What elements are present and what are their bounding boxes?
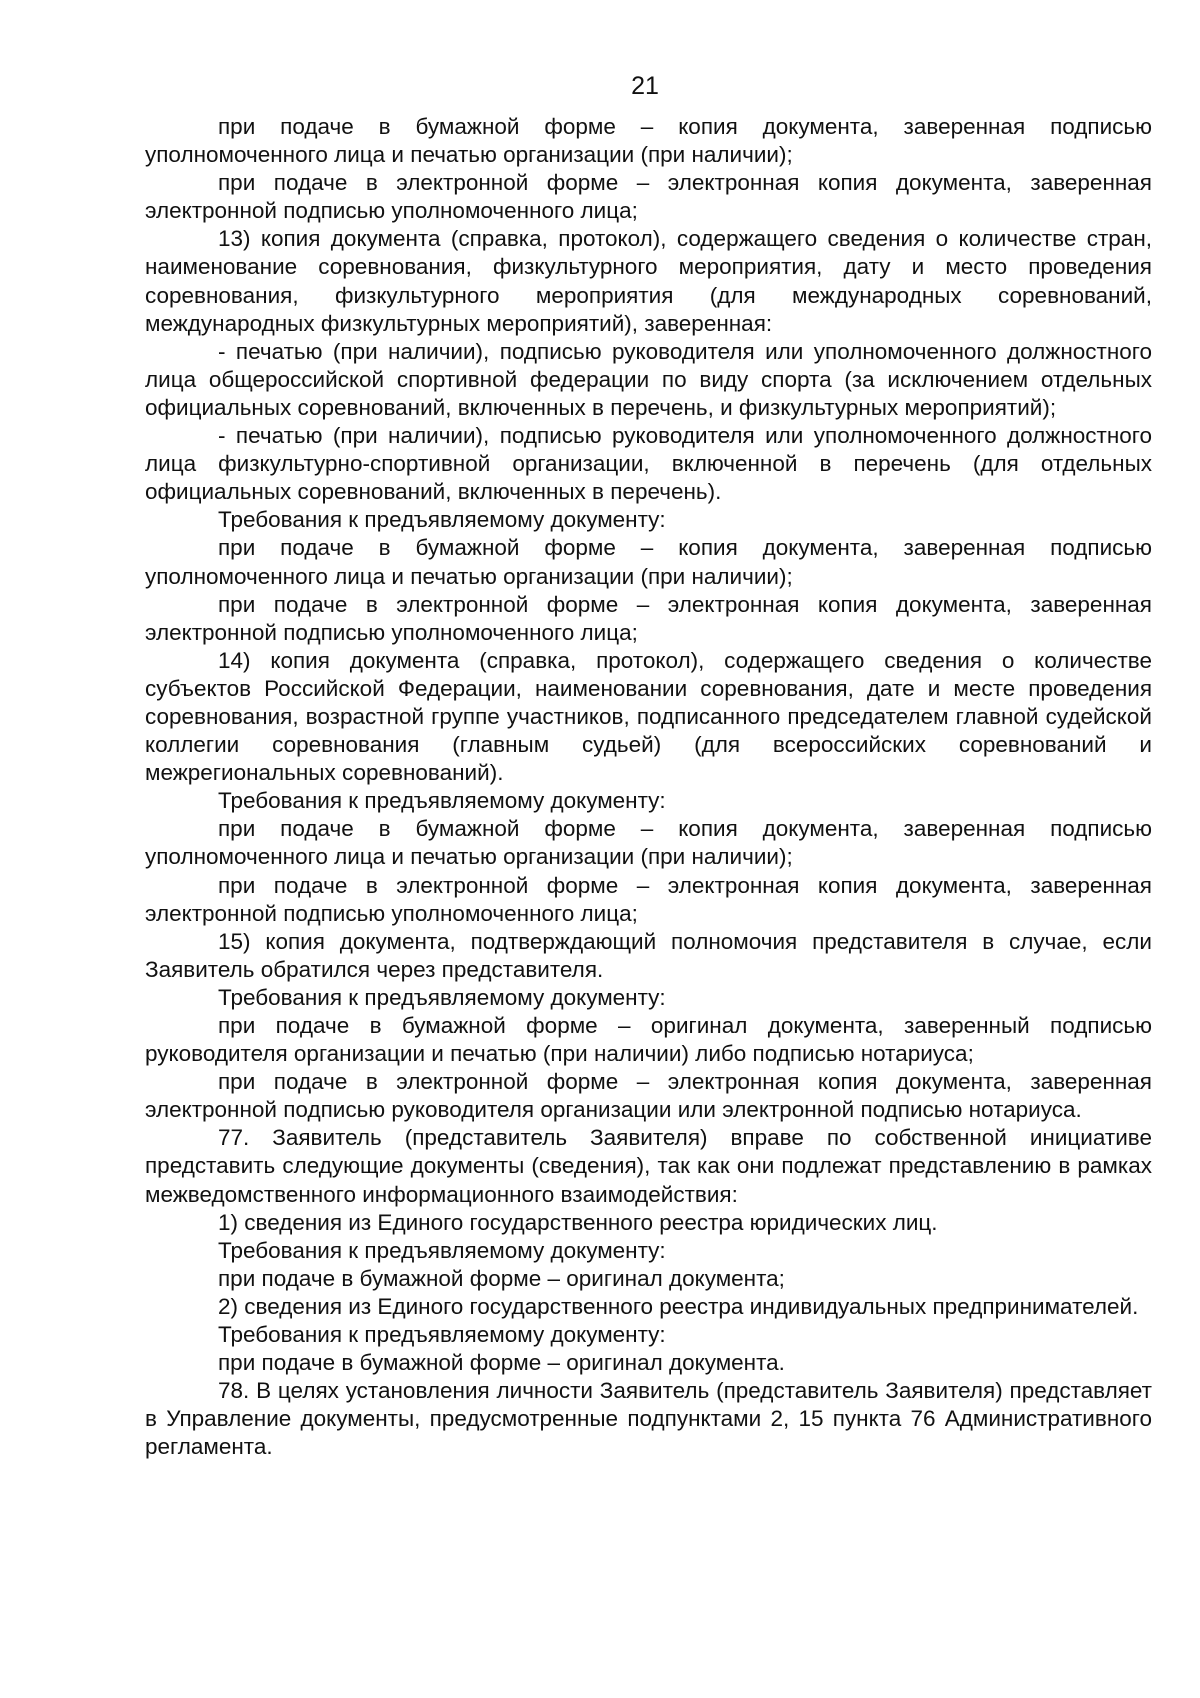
paragraph: при подаче в электронной форме – электронная копия документа, заверенная электронной подписью уполномоченного лица;	[145, 170, 1152, 224]
paragraph: - печатью (при наличии), подписью руководителя или уполномоченного должностного лица физкультурно-спортивной организации, включенной в перечень (для отдельных официальных соревнований, включенных в перечень).	[145, 423, 1152, 505]
paragraph: - печатью (при наличии), подписью руководителя или уполномоченного должностного лица общероссийской спортивной федерации по виду спорта (за исключением отдельных официальных соревнований, включенных в перечень, и физкультурных мероприятий);	[145, 338, 1152, 420]
paragraph: 15) копия документа, подтверждающий полномочия представителя в случае, если Заявитель обратился через представителя.	[145, 928, 1152, 982]
paragraph: Требования к предъявляемому документу:	[218, 984, 666, 1010]
document-body	[145, 113, 1152, 1462]
paragraph: 77. Заявитель (представитель Заявителя) вправе по собственной инициативе представить следующие документы (сведения), так как они подлежат представлению в рамках межведомственного информационного взаимодействия:	[145, 1125, 1152, 1207]
paragraph: при подаче в электронной форме – электронная копия документа, заверенная электронной подписью уполномоченного лица;	[145, 872, 1152, 926]
paragraph: при подаче в бумажной форме – копия документа, заверенная подписью уполномоченного лица и печатью организации (при наличии);	[145, 114, 1152, 168]
paragraph: при подаче в бумажной форме – оригинал документа;	[218, 1265, 785, 1291]
paragraph: при подаче в электронной форме – электронная копия документа, заверенная электронной подписью руководителя организации или электронной подписью нотариуса.	[145, 1069, 1152, 1123]
paragraph: при подаче в бумажной форме – копия документа, заверенная подписью уполномоченного лица и печатью организации (при наличии);	[145, 535, 1152, 589]
paragraph: Требования к предъявляемому документу:	[218, 1322, 666, 1348]
paragraph: Требования к предъявляемому документу:	[218, 1237, 666, 1263]
page-number: 21	[631, 72, 659, 100]
paragraph: при подаче в электронной форме – электронная копия документа, заверенная электронной подписью уполномоченного лица;	[145, 591, 1152, 645]
paragraph: 78. В целях установления личности Заявитель (представитель Заявителя) представляет в Управление документы, предусмотренные подпунктами 2, 15 пункта 76 Административного регламента.	[145, 1378, 1152, 1460]
paragraph: 13) копия документа (справка, протокол), содержащего сведения о количестве стран, наименование соревнования, физкультурного мероприятия, дату и место проведения соревнования, физкультурного мероприятия (для международных соревнований, международных физкультурных мероприятий), заверенная:	[145, 226, 1152, 336]
paragraph: 1) сведения из Единого государственного реестра юридических лиц.	[218, 1209, 938, 1235]
paragraph: при подаче в бумажной форме – оригинал документа.	[218, 1350, 785, 1376]
paragraph: Требования к предъявляемому документу:	[218, 507, 666, 533]
paragraph: 2) сведения из Единого государственного реестра индивидуальных предпринимателей.	[218, 1293, 1139, 1319]
paragraph: Требования к предъявляемому документу:	[218, 788, 666, 814]
paragraph: при подаче в бумажной форме – копия документа, заверенная подписью уполномоченного лица и печатью организации (при наличии);	[145, 816, 1152, 870]
paragraph: при подаче в бумажной форме – оригинал документа, заверенный подписью руководителя организации и печатью (при наличии) либо подписью нотариуса;	[145, 1013, 1152, 1067]
paragraph: 14) копия документа (справка, протокол), содержащего сведения о количестве субъектов Российской Федерации, наименовании соревнования, дате и месте проведения соревнования, возрастной группе участников, подписанного председателем главной судейской коллегии соревнования (главным судьей) (для всероссийских соревнований и межрегиональных соревнований).	[145, 647, 1152, 786]
